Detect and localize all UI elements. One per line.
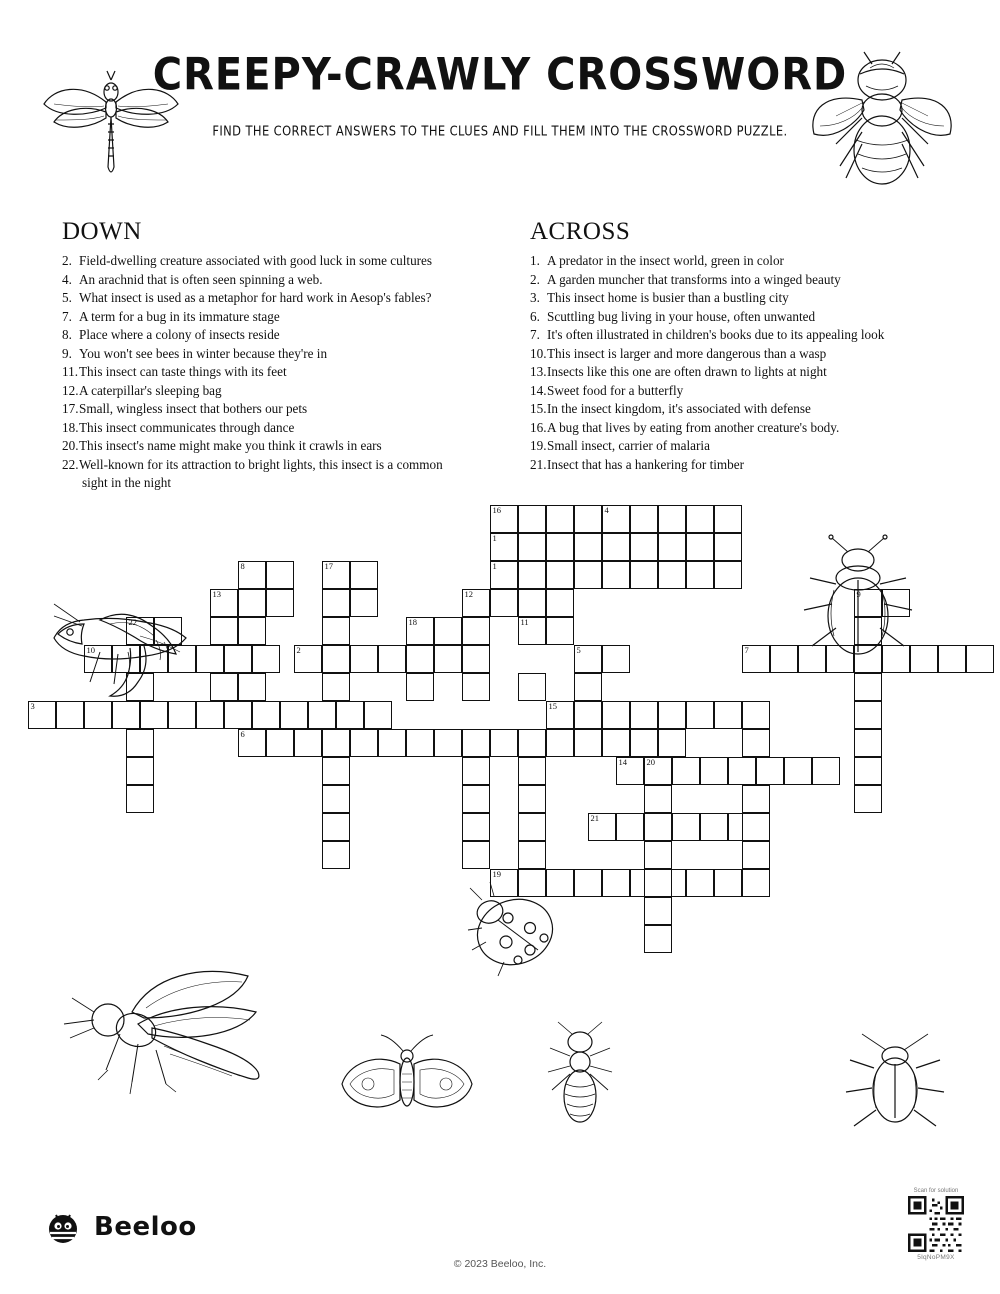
crossword-cell[interactable]: [238, 729, 266, 757]
clue-number: 17.: [62, 401, 79, 417]
across-clue-list: [530, 252, 950, 474]
clue-text: Well-known for its attraction to bright lights, this insect is a common sight in the night: [79, 457, 443, 490]
crossword-cell[interactable]: [490, 729, 518, 757]
clue-item: [530, 363, 950, 381]
crossword-cell[interactable]: [140, 701, 168, 729]
crossword-cell[interactable]: [574, 645, 602, 673]
crossword-cell[interactable]: [742, 729, 770, 757]
clue-item: [62, 289, 462, 307]
crossword-cell[interactable]: [210, 589, 238, 617]
crossword-cell[interactable]: [644, 757, 672, 785]
crossword-cell[interactable]: [252, 645, 280, 673]
crossword-cell[interactable]: [266, 561, 294, 589]
crossword-cell[interactable]: [770, 645, 798, 673]
crossword-cell[interactable]: [602, 505, 630, 533]
crossword-cell[interactable]: [406, 673, 434, 701]
crossword-cell[interactable]: [322, 785, 350, 813]
crossword-cell[interactable]: [644, 813, 672, 841]
cell-number: 15: [548, 701, 557, 711]
clue-text: Insect that has a hankering for timber: [547, 457, 745, 473]
clue-item: [530, 400, 950, 418]
beeloo-logo-icon: [42, 1206, 84, 1248]
crossword-cell[interactable]: [546, 589, 574, 617]
crossword-cell[interactable]: [574, 533, 602, 561]
crossword-cell[interactable]: [742, 869, 770, 897]
cell-number: 17: [324, 561, 333, 571]
crossword-cell[interactable]: [294, 645, 322, 673]
clue-item: [530, 437, 950, 455]
crossword-cell[interactable]: [350, 561, 378, 589]
crossword-cell[interactable]: [490, 533, 518, 561]
crossword-cell[interactable]: [546, 533, 574, 561]
clue-text: A predator in the insect world, green in color: [547, 253, 784, 268]
crossword-cell[interactable]: [462, 589, 490, 617]
clue-number: 22.: [62, 457, 79, 473]
page-title: CREEPY-CRAWLY CROSSWORD: [152, 49, 848, 101]
crossword-cell[interactable]: [434, 645, 462, 673]
termite-illustration: [540, 1020, 620, 1130]
crossword-cell[interactable]: [616, 813, 644, 841]
crossword-cell[interactable]: [462, 673, 490, 701]
crossword-cell[interactable]: [490, 561, 518, 589]
clue-number: 7.: [530, 327, 540, 343]
crossword-cell[interactable]: [714, 869, 742, 897]
clue-text: This insect's name might make you think it crawls in ears: [79, 438, 382, 454]
crossword-cell[interactable]: [644, 841, 672, 869]
crossword-cell[interactable]: [546, 701, 574, 729]
crossword-cell[interactable]: [686, 533, 714, 561]
mosquito-illustration: [60, 950, 290, 1100]
crossword-cell[interactable]: [322, 757, 350, 785]
cell-number: 11: [520, 617, 529, 627]
clue-item: [530, 382, 950, 400]
clue-number: 14.: [530, 382, 547, 398]
crossword-cell[interactable]: [630, 533, 658, 561]
crossword-cell[interactable]: [210, 673, 238, 701]
clue-item: [62, 437, 462, 455]
clue-text: A term for a bug in its immature stage: [79, 308, 280, 324]
crossword-cell[interactable]: [546, 729, 574, 757]
cell-number: 4: [604, 505, 609, 515]
crossword-cell[interactable]: [518, 533, 546, 561]
crossword-cell[interactable]: [350, 589, 378, 617]
crossword-cell[interactable]: [644, 925, 672, 953]
crossword-cell[interactable]: [84, 701, 112, 729]
cell-number: 10: [86, 645, 95, 655]
clue-item: [530, 456, 950, 474]
clue-number: 9.: [62, 345, 72, 361]
crossword-cell[interactable]: [966, 645, 994, 673]
crossword-cell[interactable]: [322, 729, 350, 757]
crossword-cell[interactable]: [574, 673, 602, 701]
down-heading: DOWN: [62, 218, 142, 245]
crossword-cell[interactable]: [700, 813, 728, 841]
crossword-cell[interactable]: [238, 673, 266, 701]
crossword-cell[interactable]: [616, 757, 644, 785]
crossword-cell[interactable]: [280, 701, 308, 729]
crossword-cell[interactable]: [588, 813, 616, 841]
clue-number: 16.: [530, 419, 547, 435]
crossword-cell[interactable]: [672, 813, 700, 841]
crossword-cell[interactable]: [700, 757, 728, 785]
crossword-cell[interactable]: [602, 533, 630, 561]
clue-number: 4.: [62, 271, 72, 287]
crossword-cell[interactable]: [728, 757, 756, 785]
crossword-cell[interactable]: [602, 701, 630, 729]
crossword-cell[interactable]: [238, 589, 266, 617]
clue-number: 20.: [62, 438, 79, 454]
crossword-cell[interactable]: [854, 729, 882, 757]
crossword-cell[interactable]: [196, 645, 224, 673]
crossword-cell[interactable]: [322, 589, 350, 617]
clue-number: 12.: [62, 382, 79, 398]
crossword-cell[interactable]: [224, 645, 252, 673]
crossword-cell[interactable]: [602, 729, 630, 757]
crossword-cell[interactable]: [462, 617, 490, 645]
crossword-cell[interactable]: [308, 701, 336, 729]
clue-number: 1.: [530, 253, 540, 268]
clue-item: [62, 456, 462, 491]
crossword-cell[interactable]: [518, 813, 546, 841]
crossword-cell[interactable]: [644, 897, 672, 925]
down-clue-list: [62, 252, 462, 491]
qr-block: [900, 1188, 972, 1261]
cell-number: 5: [576, 645, 581, 655]
crossword-cell[interactable]: [406, 729, 434, 757]
crossword-cell[interactable]: [378, 645, 406, 673]
clue-item: [530, 252, 950, 270]
crossword-cell[interactable]: [210, 617, 238, 645]
cell-number: 1: [492, 561, 497, 571]
crossword-cell[interactable]: [322, 673, 350, 701]
crossword-cell[interactable]: [574, 561, 602, 589]
crossword-cell[interactable]: [462, 645, 490, 673]
copyright-text: © 2023 Beeloo, Inc.: [453, 1258, 547, 1270]
clue-number: 19.: [530, 438, 547, 454]
crossword-cell[interactable]: [518, 729, 546, 757]
dragonfly-illustration: [36, 58, 186, 188]
crossword-cell[interactable]: [644, 869, 672, 897]
crossword-cell[interactable]: [546, 561, 574, 589]
crossword-cell[interactable]: [364, 701, 392, 729]
clue-number: 6.: [530, 308, 540, 324]
grasshopper-illustration: [40, 580, 200, 700]
crossword-cell[interactable]: [224, 701, 252, 729]
clue-text: Place where a colony of insects reside: [79, 327, 280, 343]
crossword-cell[interactable]: [406, 645, 434, 673]
crossword-cell[interactable]: [518, 617, 546, 645]
cell-number: 19: [492, 869, 501, 879]
crossword-cell[interactable]: [518, 589, 546, 617]
crossword-cell[interactable]: [322, 645, 350, 673]
crossword-cell[interactable]: [336, 701, 364, 729]
crossword-cell[interactable]: [714, 701, 742, 729]
clue-item: [530, 326, 950, 344]
clue-item: [530, 419, 950, 437]
clue-item: [530, 289, 950, 307]
crossword-cell[interactable]: [658, 701, 686, 729]
crossword-cell[interactable]: [490, 589, 518, 617]
crossword-cell[interactable]: [658, 729, 686, 757]
cell-number: 12: [464, 589, 473, 599]
crossword-cell[interactable]: [322, 841, 350, 869]
crossword-cell[interactable]: [518, 561, 546, 589]
clue-number: 13.: [530, 364, 547, 380]
down-clues-column: [62, 218, 462, 492]
clue-text: This insect communicates through dance: [79, 419, 295, 435]
cell-number: 20: [646, 757, 655, 767]
crossword-cell[interactable]: [546, 505, 574, 533]
crossword-cell[interactable]: [742, 785, 770, 813]
crossword-cell[interactable]: [854, 785, 882, 813]
clue-number: 21.: [530, 457, 547, 473]
crossword-cell[interactable]: [322, 813, 350, 841]
clue-item: [62, 382, 462, 400]
crossword-cell[interactable]: [462, 729, 490, 757]
cell-number: 6: [240, 729, 245, 739]
clue-number: 11.: [62, 364, 78, 380]
crossword-cell[interactable]: [126, 785, 154, 813]
crossword-cell[interactable]: [490, 505, 518, 533]
crossword-cell[interactable]: [686, 505, 714, 533]
clue-text: Small, wingless insect that bothers our pets: [79, 401, 308, 417]
crossword-cell[interactable]: [854, 701, 882, 729]
clue-text: Small insect, carrier of malaria: [547, 438, 710, 454]
crossword-cell[interactable]: [574, 505, 602, 533]
crossword-cell[interactable]: [434, 617, 462, 645]
brand-block: [42, 1206, 197, 1248]
crossword-cell[interactable]: [168, 701, 196, 729]
crossword-cell[interactable]: [714, 533, 742, 561]
clue-item: [62, 308, 462, 326]
crossword-cell[interactable]: [406, 617, 434, 645]
crossword-cell[interactable]: [252, 701, 280, 729]
clue-item: [530, 308, 950, 326]
crossword-cell[interactable]: [28, 701, 56, 729]
brand-name: Beeloo: [94, 1212, 197, 1242]
cell-number: 13: [212, 589, 221, 599]
clue-number: 10.: [530, 345, 547, 361]
clue-text: A garden muncher that transforms into a winged beauty: [547, 271, 841, 287]
crossword-cell[interactable]: [742, 813, 770, 841]
crossword-cell[interactable]: [574, 701, 602, 729]
crossword-cell[interactable]: [126, 757, 154, 785]
cell-number: 2: [296, 645, 301, 655]
crossword-cell[interactable]: [658, 533, 686, 561]
crossword-cell[interactable]: [742, 701, 770, 729]
crossword-cell[interactable]: [518, 505, 546, 533]
crossword-cell[interactable]: [322, 561, 350, 589]
crossword-cell[interactable]: [462, 757, 490, 785]
clue-text: What insect is used as a metaphor for hard work in Aesop's fables?: [79, 290, 432, 306]
clue-number: 2.: [530, 271, 540, 287]
fly-illustration: [800, 48, 965, 198]
crossword-cell[interactable]: [658, 561, 686, 589]
crossword-cell[interactable]: [196, 701, 224, 729]
cell-number: 1: [492, 533, 497, 543]
crossword-cell[interactable]: [112, 701, 140, 729]
clue-text: A caterpillar's sleeping bag: [79, 382, 222, 398]
crossword-cell[interactable]: [518, 673, 546, 701]
beetle-illustration: [798, 528, 918, 658]
clue-text: This insect is larger and more dangerous than a wasp: [547, 345, 827, 361]
crossword-cell[interactable]: [238, 561, 266, 589]
crossword-cell[interactable]: [322, 617, 350, 645]
crossword-cell[interactable]: [630, 701, 658, 729]
cell-number: 18: [408, 617, 417, 627]
crossword-cell[interactable]: [574, 729, 602, 757]
crossword-cell[interactable]: [602, 645, 630, 673]
crossword-cell[interactable]: [812, 757, 840, 785]
cell-number: 8: [240, 561, 245, 571]
clue-item: [62, 400, 462, 418]
clue-item: [62, 326, 462, 344]
crossword-cell[interactable]: [56, 701, 84, 729]
crossword-cell[interactable]: [644, 785, 672, 813]
clue-text: This insect home is busier than a bustling city: [547, 290, 789, 306]
clue-item: [62, 345, 462, 363]
crossword-cell[interactable]: [462, 785, 490, 813]
crossword-cell[interactable]: [294, 729, 322, 757]
cockroach-illustration: [840, 1030, 950, 1140]
crossword-cell[interactable]: [266, 729, 294, 757]
crossword-cell[interactable]: [630, 505, 658, 533]
crossword-cell[interactable]: [518, 841, 546, 869]
clue-item: [62, 252, 462, 270]
page-subtitle: FIND THE CORRECT ANSWERS TO THE CLUES AND FILL THEM INTO THE CROSSWORD PUZZLE.: [212, 122, 788, 140]
crossword-cell[interactable]: [434, 729, 462, 757]
clue-text: Sweet food for a butterfly: [547, 382, 684, 398]
crossword-cell[interactable]: [378, 729, 406, 757]
crossword-cell[interactable]: [126, 729, 154, 757]
crossword-cell[interactable]: [784, 757, 812, 785]
clue-text: A bug that lives by eating from another creature's body.: [547, 419, 840, 435]
clue-item: [62, 419, 462, 437]
crossword-cell[interactable]: [518, 757, 546, 785]
crossword-cell[interactable]: [602, 869, 630, 897]
clue-number: 5.: [62, 290, 72, 306]
crossword-cell[interactable]: [602, 561, 630, 589]
clue-text: It's often illustrated in children's books due to its appealing look: [547, 327, 885, 343]
crossword-cell[interactable]: [854, 673, 882, 701]
cell-number: 22: [128, 617, 137, 627]
crossword-cell[interactable]: [350, 729, 378, 757]
clue-item: [530, 271, 950, 289]
clue-text: Scuttling bug living in your house, often unwanted: [547, 308, 816, 324]
clue-text: This insect can taste things with its feet: [79, 364, 287, 380]
crossword-cell[interactable]: [742, 645, 770, 673]
crossword-cell[interactable]: [742, 841, 770, 869]
ladybug-illustration: [460, 880, 570, 980]
qr-id: 5lqNoPM9X: [917, 1254, 955, 1261]
crossword-cell[interactable]: [686, 869, 714, 897]
clue-item: [530, 345, 950, 363]
crossword-cell[interactable]: [574, 869, 602, 897]
across-heading: ACROSS: [530, 218, 631, 245]
crossword-cell[interactable]: [546, 617, 574, 645]
clue-text: In the insect kingdom, it's associated with defense: [547, 401, 811, 417]
crossword-cell[interactable]: [630, 729, 658, 757]
crossword-cell[interactable]: [714, 505, 742, 533]
clue-text: An arachnid that is often seen spinning a web.: [79, 271, 323, 287]
crossword-cell[interactable]: [672, 757, 700, 785]
crossword-cell[interactable]: [854, 757, 882, 785]
crossword-cell[interactable]: [462, 813, 490, 841]
clue-item: [62, 363, 462, 381]
crossword-cell[interactable]: [686, 701, 714, 729]
crossword-cell[interactable]: [714, 561, 742, 589]
crossword-cell[interactable]: [686, 561, 714, 589]
clues-section: [0, 218, 1000, 498]
moth-illustration: [332, 1030, 482, 1130]
cell-number: 14: [618, 757, 627, 767]
crossword-cell[interactable]: [238, 617, 266, 645]
crossword-cell[interactable]: [350, 645, 378, 673]
clue-text: Field-dwelling creature associated with good luck in some cultures: [79, 253, 433, 268]
cell-number: 16: [492, 505, 501, 515]
clue-number: 7.: [62, 308, 72, 324]
crossword-cell[interactable]: [462, 841, 490, 869]
crossword-cell[interactable]: [938, 645, 966, 673]
clue-text: Insects like this one are often drawn to lights at night: [547, 364, 827, 380]
crossword-cell[interactable]: [266, 589, 294, 617]
clue-number: 18.: [62, 419, 79, 435]
cell-number: 3: [30, 701, 35, 711]
clue-number: 2.: [62, 253, 72, 268]
qr-code[interactable]: [908, 1196, 964, 1252]
clue-text: You won't see bees in winter because they're in: [79, 345, 328, 361]
crossword-cell[interactable]: [630, 561, 658, 589]
cell-number: 7: [744, 645, 749, 655]
cell-number: 21: [590, 813, 599, 823]
crossword-cell[interactable]: [756, 757, 784, 785]
clue-item: [62, 271, 462, 289]
crossword-cell[interactable]: [518, 785, 546, 813]
across-clues-column: [530, 218, 950, 475]
crossword-cell[interactable]: [658, 505, 686, 533]
clue-number: 15.: [530, 401, 547, 417]
cell-number: 9: [856, 589, 861, 599]
clue-number: 8.: [62, 327, 72, 343]
clue-number: 3.: [530, 290, 540, 306]
qr-label: Scan for solution: [913, 1188, 959, 1194]
